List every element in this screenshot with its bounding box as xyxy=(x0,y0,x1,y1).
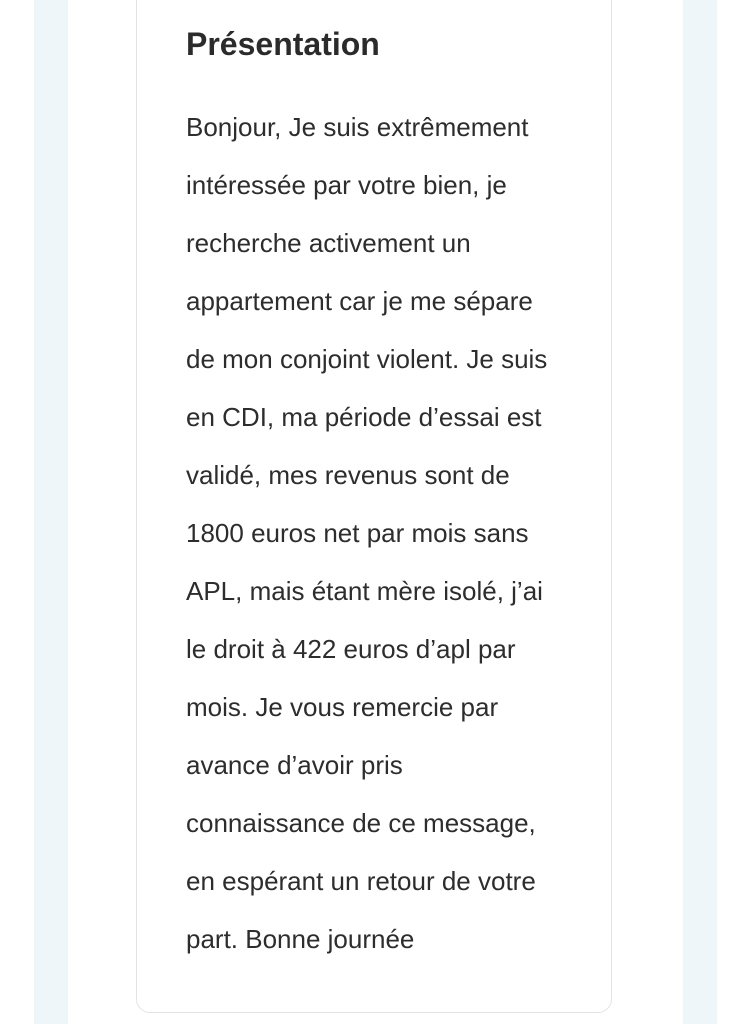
presentation-line: Bonjour, Je suis extrêmement xyxy=(186,112,529,142)
presentation-line: avance d’avoir pris xyxy=(186,750,403,780)
card-title: Présentation xyxy=(186,26,380,62)
presentation-line: intéressée par votre bien, je xyxy=(186,170,507,200)
presentation-line: 1800 euros net par mois sans xyxy=(186,518,529,548)
presentation-text xyxy=(186,98,606,968)
presentation-line: connaissance de ce message, xyxy=(186,808,536,838)
presentation-line: validé, mes revenus sont de xyxy=(186,460,510,490)
presentation-line: appartement car je me sépare xyxy=(186,286,533,316)
right-side-band xyxy=(683,0,717,1024)
presentation-line: de mon conjoint violent. Je suis xyxy=(186,344,548,374)
presentation-line: en CDI, ma période d’essai est xyxy=(186,402,542,432)
presentation-line: part. Bonne journée xyxy=(186,924,415,954)
presentation-line: le droit à 422 euros d’apl par xyxy=(186,634,516,664)
left-side-band xyxy=(34,0,68,1024)
presentation-line: mois. Je vous remercie par xyxy=(186,692,499,722)
presentation-line: recherche activement un xyxy=(186,228,471,258)
presentation-line: en espérant un retour de votre xyxy=(186,866,536,896)
presentation-line: APL, mais étant mère isolé, j’ai xyxy=(186,576,543,606)
